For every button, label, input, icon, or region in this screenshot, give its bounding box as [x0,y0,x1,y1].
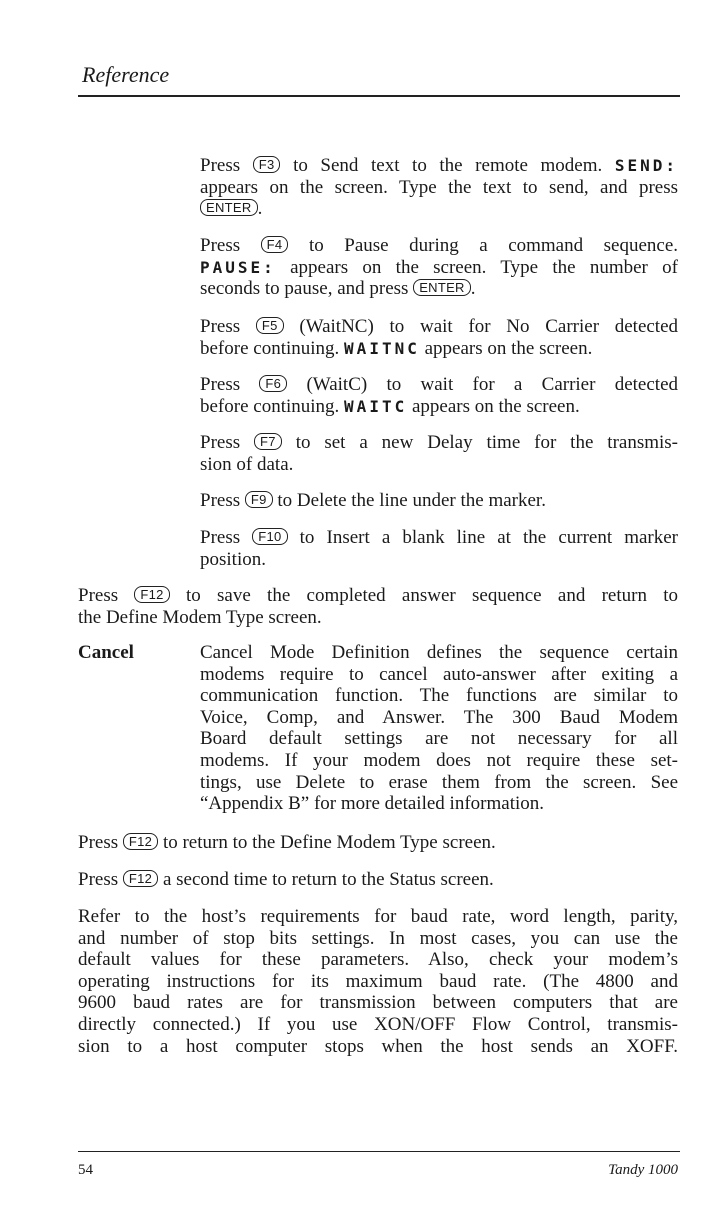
f12-key-icon: F12 [123,870,158,887]
f3-key-icon: F3 [253,156,281,173]
waitc-prompt: WAITC [344,396,408,416]
f5-paragraph: Press F5 (WaitNC) to wait for No Carrier detected before continuing. WAITNC appears on the screen. [200,316,679,359]
cancel-term: Cancel [78,642,134,663]
f10-key-icon: F10 [252,528,287,545]
f7-paragraph: Press F7 to set a new Delay time for the transmis- sion of data. [200,432,678,475]
footer-page-number: 54 [78,1162,93,1178]
pause-prompt: PAUSE: [200,257,276,277]
f4-paragraph: Press F4 to Pause during a command sequence. PAUSE: appears on the screen. Type the number of seconds to pause, and press ENTER . [200,235,679,300]
enter-key-icon: ENTER [413,279,471,296]
f12-save-paragraph: Press F12 to save the completed answer sequence and return to the Define Modem Type screen. [78,585,678,628]
f12-return-paragraph: Press F12 to return to the Define Modem Type screen. [78,832,496,853]
f9-key-icon: F9 [245,491,273,508]
host-requirements-paragraph: Refer to the host’s requirements for baud rate, word length, parity, and number of stop bits settings. In most cases, you can use the default values for these parameters. Also, check your modem’s operating instructions for its maximum baud rate. (The 4800 and 9600 baud rates are for transmission between computers that are directly connected.) If you use XON/OFF Flow Control, transmis- sion to a host computer stops when the host sends an XOFF. [78,906,678,1057]
f5-key-icon: F5 [256,317,284,334]
f6-paragraph: Press F6 (WaitC) to wait for a Carrier detected before continuing. WAITC appears on the screen. [200,374,679,417]
f6-key-icon: F6 [259,375,287,392]
f12-second-paragraph: Press F12 a second time to return to the Status screen. [78,869,494,890]
cancel-definition: Cancel Mode Definition defines the sequence certain modems require to cancel auto-answer after exiting a communication function. The functions are similar to Voice, Comp, and Answer. The 300 Baud Modem Board default settings are not necessary for all modems. If your modem does not require these set- tings, use Delete to erase them from the screen. See “Appendix B” for more detailed information. [200,642,678,815]
footer-title: Tandy 1000 [608,1162,678,1178]
f7-key-icon: F7 [254,433,282,450]
f12-key-icon: F12 [123,833,158,850]
f4-key-icon: F4 [261,236,289,253]
send-prompt: SEND: [614,156,679,175]
footer-rule [78,1151,680,1152]
enter-key-icon: ENTER [200,199,258,216]
f12-key-icon: F12 [134,586,169,603]
f9-paragraph: Press F9 to Delete the line under the marker. [200,490,546,511]
waitnc-prompt: WAITNC [344,338,420,358]
header-rule [78,95,680,97]
page-header-title: Reference [82,62,170,87]
f10-paragraph: Press F10 to Insert a blank line at the current marker position. [200,527,679,570]
f3-paragraph: Press F3 to Send text to the remote modem. SEND: appears on the screen. Type the text to send, and press ENTER . [200,155,679,220]
